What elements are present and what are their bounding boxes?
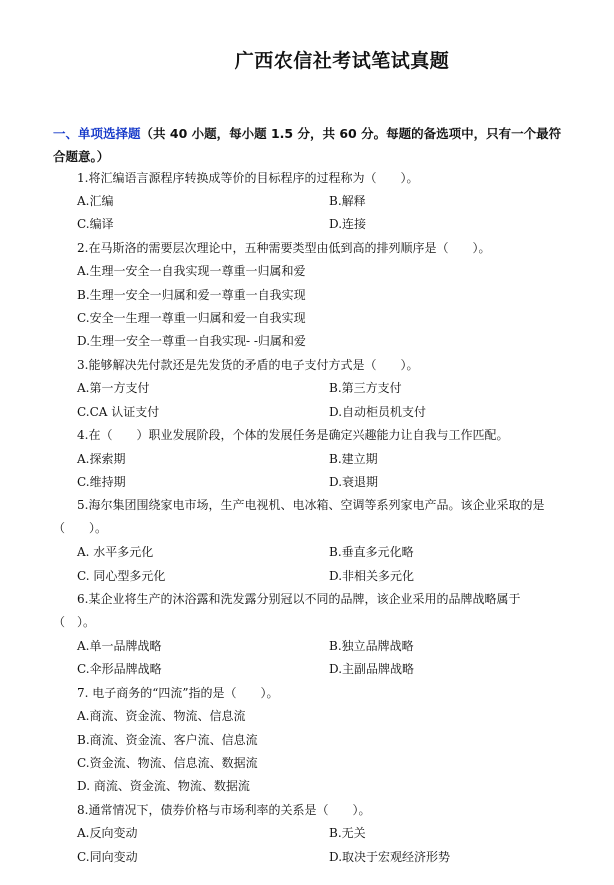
question-stem: 6.某企业将生产的沐浴露和洗发露分别冠以不同的品牌，该企业采用的品牌战略属于（ ）。 [53, 592, 521, 629]
option-b: B.解释 [329, 194, 366, 208]
question-stem: 3.能够解决先付款还是先发货的矛盾的电子支付方式是（ ）。 [77, 358, 419, 372]
section-number: 一、 [53, 126, 79, 141]
option-a: A.汇编 [77, 194, 114, 208]
option-d: D.自动柜员机支付 [329, 405, 427, 419]
question-stem: 1.将汇编语言源程序转换成等价的目标程序的过程称为（ ）。 [77, 171, 419, 185]
option-b: B.无关 [329, 826, 366, 840]
section-heading [53, 122, 563, 168]
option-c: C.安全一生理一尊重一归属和爱一自我实现 [77, 311, 306, 325]
option-c: C.维持期 [77, 475, 126, 489]
option-d: D.非相关多元化 [329, 569, 415, 583]
question-stem: 7. 电子商务的“四流”指的是（ ）。 [77, 686, 279, 700]
option-b: B.第三方支付 [329, 381, 402, 395]
option-d: D.连接 [329, 217, 367, 231]
option-d: D. 商流、资金流、物流、数据流 [77, 779, 250, 793]
option-d: D.取决于宏观经济形势 [329, 850, 451, 864]
option-a: A.商流、资金流、物流、信息流 [77, 709, 246, 723]
option-b: B.生理一安全一归属和爱一尊重一自我实现 [77, 288, 306, 302]
option-c: C.同向变动 [77, 850, 138, 864]
option-d: D.衰退期 [329, 475, 379, 489]
option-b: B.建立期 [329, 452, 378, 466]
option-c: C. 同心型多元化 [77, 569, 166, 583]
option-a: A.单一品牌战略 [77, 639, 162, 653]
question-stem: 2.在马斯洛的需要层次理论中，五种需要类型由低到高的排列顺序是（ ）。 [77, 241, 491, 255]
option-b: B.垂直多元化略 [329, 545, 414, 559]
option-a: A.生理一安全一自我实现一尊重一归属和爱 [77, 264, 306, 278]
section-type: 单项选择题 [78, 126, 141, 141]
question-stem: 8.通常情况下，债券价格与市场利率的关系是（ ）。 [77, 803, 371, 817]
option-c: C.CA 认证支付 [77, 405, 160, 419]
option-a: A. 水平多元化 [77, 545, 154, 559]
option-c: C.资金流、物流、信息流、数据流 [77, 756, 258, 770]
option-c: C.伞形品牌战略 [77, 662, 162, 676]
option-d: D.主副品牌战略 [329, 662, 415, 676]
option-b: B.商流、资金流、客户流、信息流 [77, 733, 258, 747]
option-d: D.生理一安全一尊重一自我实现- -归属和爱 [77, 334, 306, 348]
question-stem: 5.海尔集团围绕家电市场，生产电视机、电冰箱、空调等系列家电产品。该企业采取的是（ ）。 [53, 498, 545, 535]
option-c: C.编译 [77, 217, 114, 231]
option-a: A.探索期 [77, 452, 126, 466]
option-a: A.反向变动 [77, 826, 138, 840]
option-a: A.第一方支付 [77, 381, 150, 395]
question-stem: 4.在（ ）职业发展阶段，个体的发展任务是确定兴趣能力让自我与工作匹配。 [77, 428, 509, 442]
section-instructions: （共 40 小题，每小题 1.5 分，共 60 分。每题的备选项中，只有一个最符合题意。） [53, 126, 562, 164]
option-b: B.独立品牌战略 [329, 639, 414, 653]
page-title: 广西农信社考试笔试真题 [234, 50, 450, 72]
